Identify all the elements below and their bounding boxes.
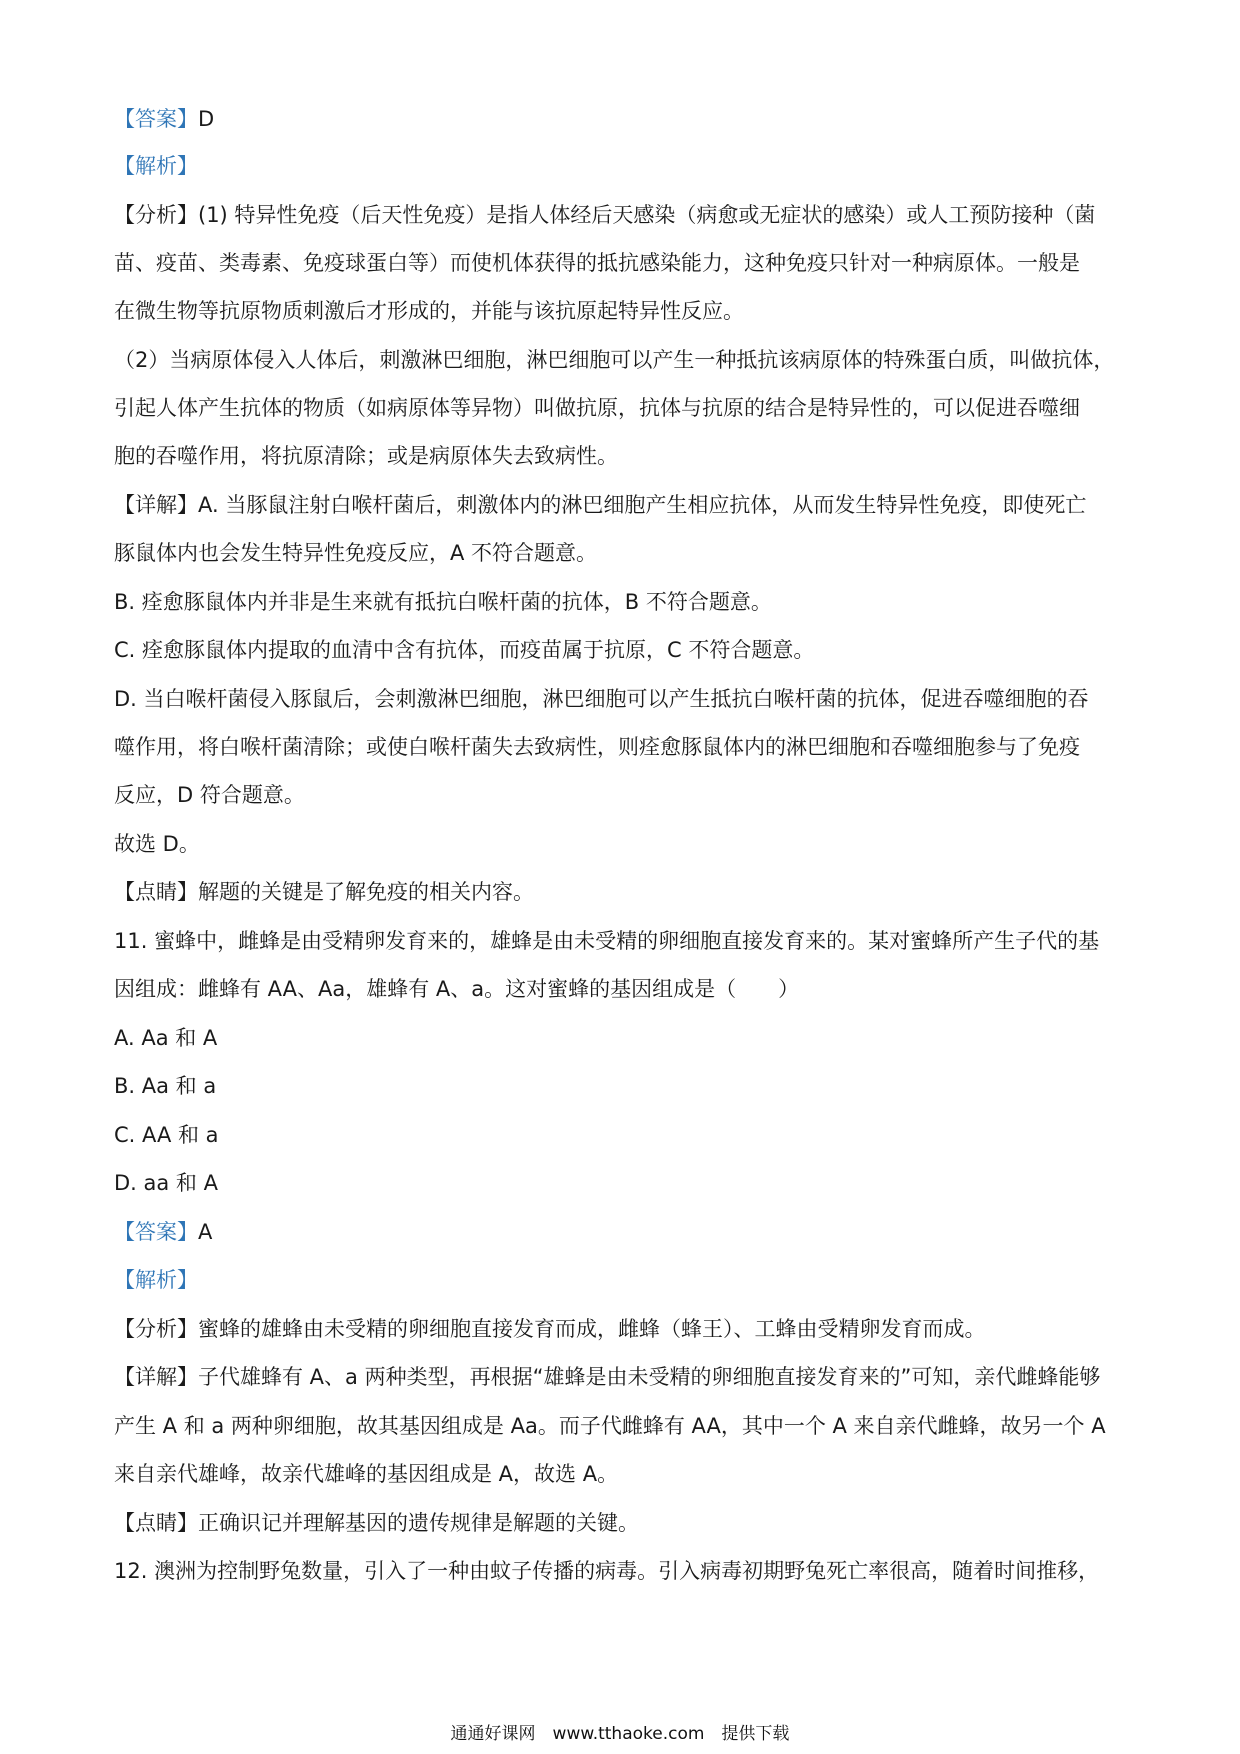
q10-fenxi-line: 引起人体产生抗体的物质（如病原体等异物）叫做抗原，抗体与抗原的结合是特异性的，可以促进吞噬细 — [114, 396, 1080, 420]
answer-value: D — [198, 107, 215, 131]
answer-tag: 【答案】 — [114, 107, 198, 131]
q11-option-d: D. aa 和 A — [114, 1171, 218, 1195]
q10-xiangjie-line: C. 痊愈豚鼠体内提取的血清中含有抗体，而疫苗属于抗原，C 不符合题意。 — [114, 638, 815, 662]
answer-tag: 【答案】 — [114, 1220, 198, 1244]
q11-fenxi: 【分析】蜜蜂的雄蜂由未受精的卵细胞直接发育而成，雌蜂（蜂王）、工蜂由受精卵发育而成。 — [114, 1317, 986, 1341]
q10-fenxi-line: 在微生物等抗原物质刺激后才形成的，并能与该抗原起特异性反应。 — [114, 299, 744, 323]
q10-fenxi-line: （2）当病原体侵入人体后，刺激淋巴细胞，淋巴细胞可以产生一种抵抗该病原体的特殊蛋白质，叫做抗体， — [114, 348, 1115, 372]
q10-xiangjie-line: 反应，D 符合题意。 — [114, 783, 305, 807]
q10-xiangjie-line: D. 当白喉杆菌侵入豚鼠后，会刺激淋巴细胞，淋巴细胞可以产生抵抗白喉杆菌的抗体，促进吞噬细胞的吞 — [114, 687, 1089, 711]
page-footer: 通通好课网 www.tthaoke.com 提供下载 — [450, 1724, 790, 1744]
q11-analysis-tag: 【解析】 — [114, 1268, 198, 1292]
q10-xiangjie-line: 【详解】A. 当豚鼠注射白喉杆菌后，刺激体内的淋巴细胞产生相应抗体，从而发生特异性免疫，即使死亡 — [114, 493, 1087, 517]
q12-stem-line: 12. 澳洲为控制野兔数量，引入了一种由蚊子传播的病毒。引入病毒初期野兔死亡率很高，随着时间推移， — [114, 1559, 1100, 1583]
q10-fenxi-line: 胞的吞噬作用，将抗原清除；或是病原体失去致病性。 — [114, 444, 618, 468]
q11-xiangjie-line: 来自亲代雄峰，故亲代雄峰的基因组成是 A，故选 A。 — [114, 1462, 619, 1486]
q11-option-b: B. Aa 和 a — [114, 1074, 217, 1098]
q11-option-a: A. Aa 和 A — [114, 1026, 218, 1050]
q10-xiangjie-line: 故选 D。 — [114, 832, 200, 856]
q11-xiangjie-line: 【详解】子代雄蜂有 A、a 两种类型，再根据“雄蜂是由未受精的卵细胞直接发育来的”可知，亲代雌蜂能够 — [114, 1365, 1101, 1389]
q11-option-c: C. AA 和 a — [114, 1123, 219, 1147]
q10-dianjing: 【点睛】解题的关键是了解免疫的相关内容。 — [114, 880, 534, 904]
q10-fenxi-line: 【分析】(1) 特异性免疫（后天性免疫）是指人体经后天感染（病愈或无症状的感染）或人工预防接种（菌 — [114, 203, 1096, 227]
q10-xiangjie-line: B. 痊愈豚鼠体内并非是生来就有抵抗白喉杆菌的抗体，B 不符合题意。 — [114, 590, 772, 614]
q11-stem-line: 11. 蜜蜂中，雌蜂是由受精卵发育来的，雄蜂是由未受精的卵细胞直接发育来的。某对蜜蜂所产生子代的基 — [114, 929, 1100, 953]
q11-answer — [114, 1217, 1134, 1247]
q11-dianjing: 【点睛】正确识记并理解基因的遗传规律是解题的关键。 — [114, 1511, 639, 1535]
q10-xiangjie-line: 豚鼠体内也会发生特异性免疫反应，A 不符合题意。 — [114, 541, 598, 565]
q10-analysis-tag: 【解析】 — [114, 154, 198, 178]
q10-answer — [114, 104, 1134, 134]
q11-xiangjie-line: 产生 A 和 a 两种卵细胞，故其基因组成是 Aa。而子代雌蜂有 AA，其中一个 A 来自亲代雌蜂，故另一个 A — [114, 1414, 1106, 1438]
q11-stem-line: 因组成：雌蜂有 AA、Aa，雄蜂有 A、a。这对蜜蜂的基因组成是（ ） — [114, 977, 800, 1001]
answer-value: A — [198, 1220, 213, 1244]
q10-xiangjie-line: 噬作用，将白喉杆菌清除；或使白喉杆菌失去致病性，则痊愈豚鼠体内的淋巴细胞和吞噬细胞参与了免疫 — [114, 735, 1080, 759]
q10-fenxi-line: 苗、疫苗、类毒素、免疫球蛋白等）而使机体获得的抵抗感染能力，这种免疫只针对一种病原体。一般是 — [114, 251, 1080, 275]
